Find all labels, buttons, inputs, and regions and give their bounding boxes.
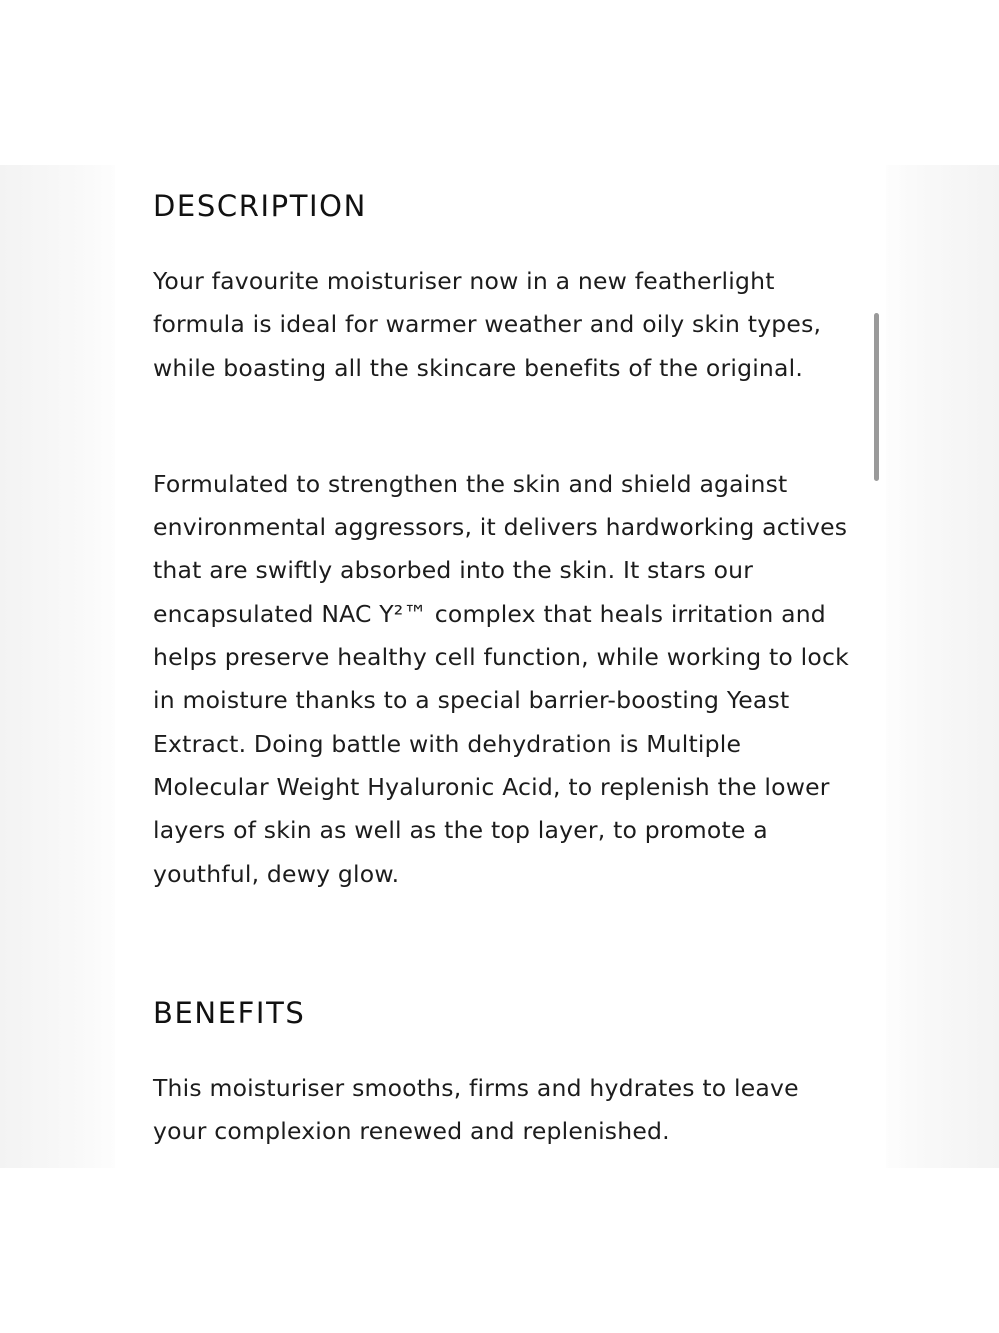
description-heading: DESCRIPTION — [153, 189, 367, 223]
right-backdrop — [886, 165, 999, 1168]
product-details-panel[interactable] — [115, 165, 886, 1168]
benefits-heading: BENEFITS — [153, 995, 306, 1030]
left-backdrop — [0, 165, 115, 1168]
description-paragraph: Formulated to strengthen the skin and shield against environmental aggressors, it delivers hardworking actives that are swiftly absorbed into the skin. It stars our encapsulated NAC Y²™ complex that heals irritation and helps preserve healthy cell function, while working to lock in moisture thanks to a special barrier-boosting Yeast Extract. Doing battle with dehydration is Multiple Molecular Weight Hyaluronic Acid, to replenish the lower layers of skin as well as the top layer, to promote a youthful, dewy glow. — [153, 469, 849, 888]
vertical-scrollbar-thumb[interactable] — [874, 313, 879, 481]
description-paragraph: Your favourite moisturiser now in a new featherlight formula is ideal for warmer weather and oily skin types, while boasting all the skincare benefits of the original. — [153, 267, 822, 382]
benefits-paragraph: This moisturiser smooths, firms and hydrates to leave your complexion renewed and replenished. — [153, 1073, 799, 1146]
product-details-content — [153, 187, 853, 1153]
